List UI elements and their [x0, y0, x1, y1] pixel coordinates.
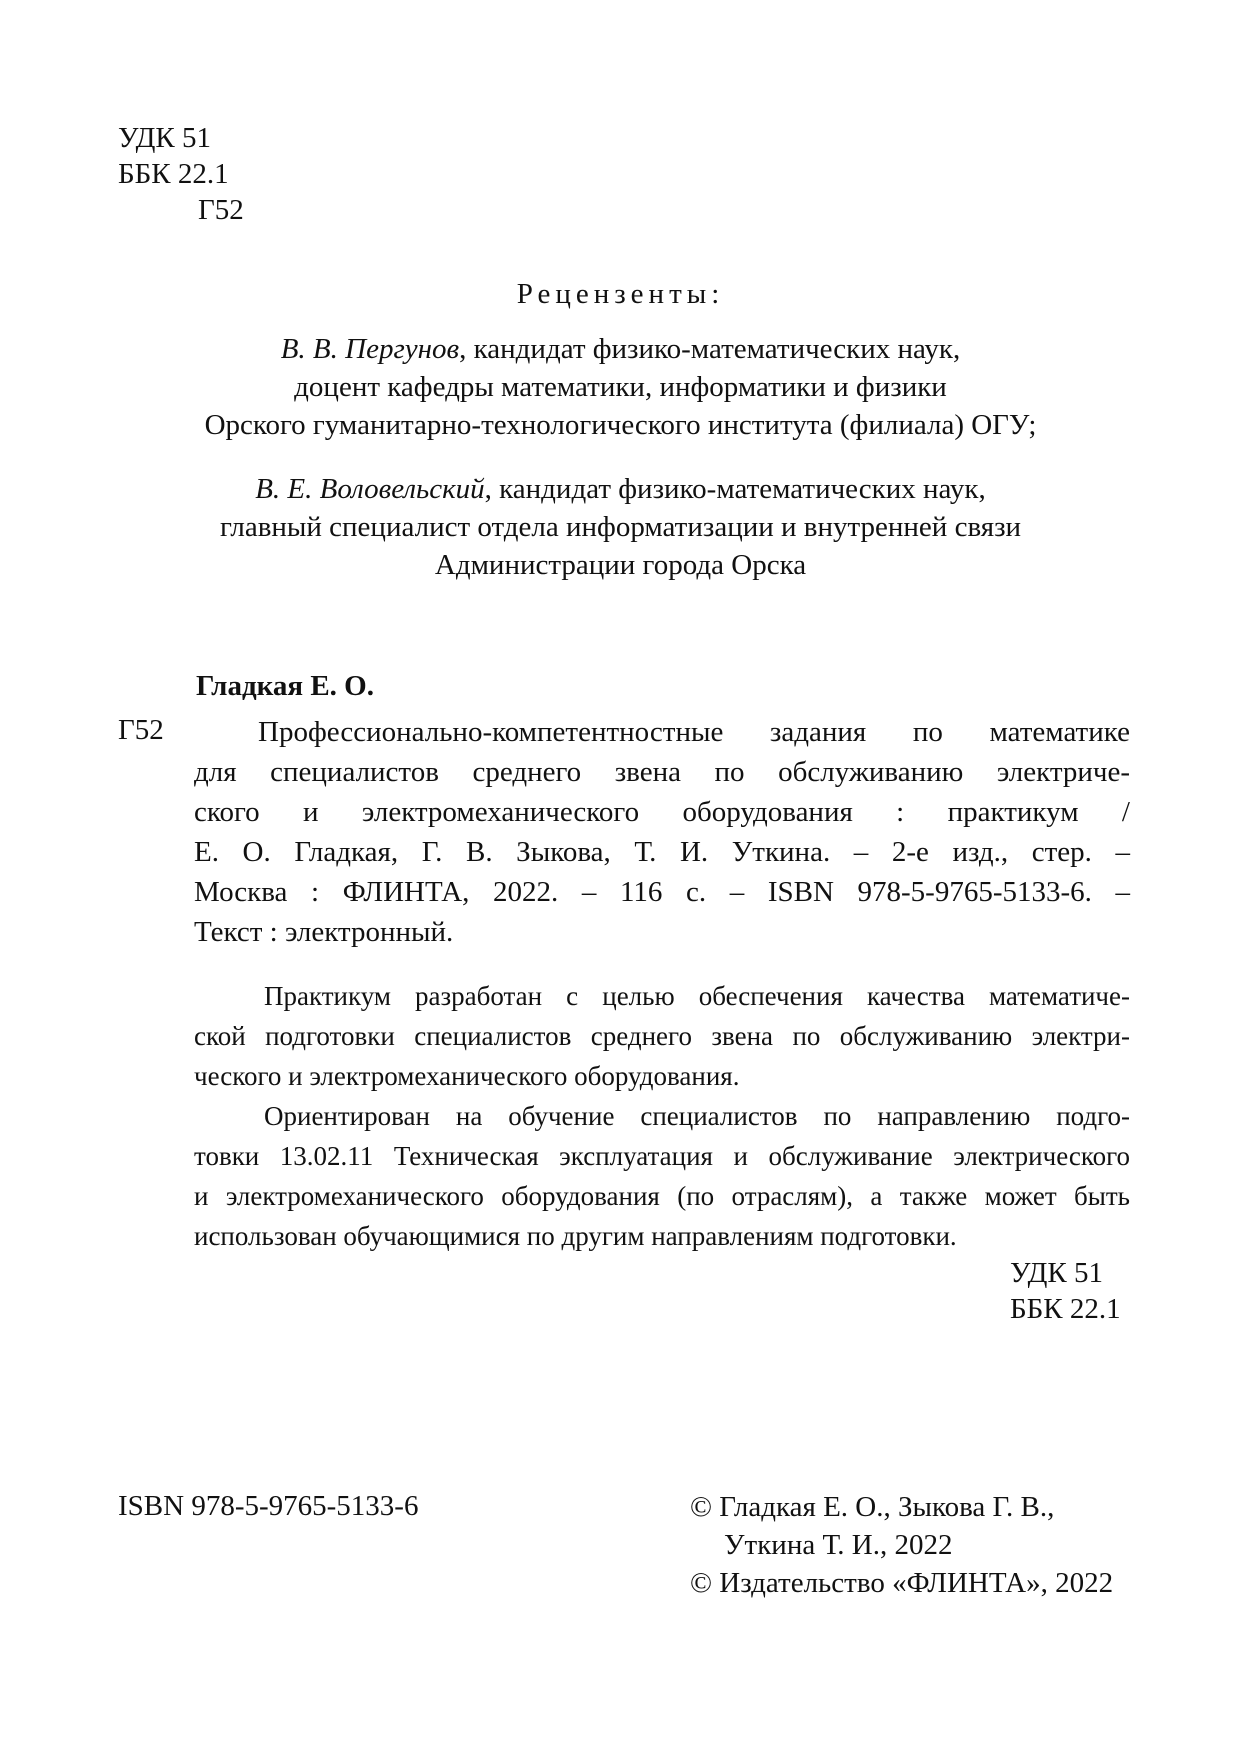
annotation-line: использован обучающимися по другим направлениям подготовки. — [194, 1221, 957, 1251]
annotation-line: товки 13.02.11 Техническая эксплуатация и обслуживание электрического — [194, 1141, 1130, 1171]
author-heading: Гладкая Е. О. — [196, 670, 374, 702]
isbn: ISBN 978-5-9765-5133-6 — [118, 1490, 419, 1522]
copyright-publisher: © Издательство «ФЛИНТА», 2022 — [690, 1567, 1114, 1599]
reviewer-name: В. В. Пергунов — [280, 333, 460, 365]
bbk-code: ББК 22.1 — [118, 158, 229, 190]
reviewer-position: доцент кафедры математики, информатики и физики — [294, 371, 947, 403]
annotation-line: Практикум разработан с целью обеспечения качества математиче- — [264, 981, 1130, 1011]
bib-line: Е. О. Гладкая, Г. В. Зыкова, Т. И. Уткина. – 2-е изд., стер. – — [194, 836, 1130, 868]
copyright-block — [690, 1488, 1113, 1602]
reviewer-name: В. Е. Воловельский — [255, 473, 485, 505]
udk-code: УДК 51 — [118, 122, 211, 154]
reviewer-organization: Администрации города Орска — [434, 549, 807, 581]
copyright-authors: © Гладкая Е. О., Зыкова Г. В., — [690, 1491, 1055, 1523]
reviewer-position: главный специалист отдела информатизации и внутренней связи — [219, 511, 1022, 543]
reviewer-entry — [0, 330, 1241, 444]
udk-code: УДК 51 — [1010, 1257, 1103, 1289]
bibliographic-description — [194, 712, 1130, 952]
entry-code: Г52 — [118, 714, 164, 746]
author-sign-code: Г52 — [198, 194, 244, 226]
annotation-line: Ориентирован на обучение специалистов по направлению подго- — [264, 1101, 1130, 1131]
bib-line: для специалистов среднего звена по обслуживанию электриче- — [194, 756, 1130, 788]
bbk-code: ББК 22.1 — [1010, 1293, 1121, 1325]
annotation-line: ческого и электромеханического оборудования. — [194, 1061, 740, 1091]
bib-line: Текст : электронный. — [194, 916, 454, 948]
reviewer-organization: Орского гуманитарно-технологического института (филиала) ОГУ; — [204, 409, 1037, 441]
bib-line: ского и электромеханического оборудования : практикум / — [194, 796, 1130, 828]
reviewers-title: Рецензенты: — [516, 278, 725, 310]
reviewer-degree: , кандидат физико-математических наук, — [484, 473, 986, 505]
reviewer-entry — [0, 470, 1241, 584]
annotation-line: ской подготовки специалистов среднего звена по обслуживанию электри- — [194, 1021, 1130, 1051]
bib-line: Профессионально-компетентностные задания по математике — [258, 716, 1130, 748]
bib-line: Москва : ФЛИНТА, 2022. – 116 с. – ISBN 978-5-9765-5133-6. – — [194, 876, 1130, 908]
copyright-authors-cont: Уткина Т. И., 2022 — [724, 1529, 953, 1561]
classification-block-top — [118, 120, 244, 228]
classification-block-bottom — [1010, 1255, 1121, 1327]
annotation — [194, 976, 1130, 1256]
reviewer-degree: , кандидат физико-математических наук, — [459, 333, 961, 365]
annotation-line: и электромеханического оборудования (по отраслям), а также может быть — [194, 1181, 1130, 1211]
